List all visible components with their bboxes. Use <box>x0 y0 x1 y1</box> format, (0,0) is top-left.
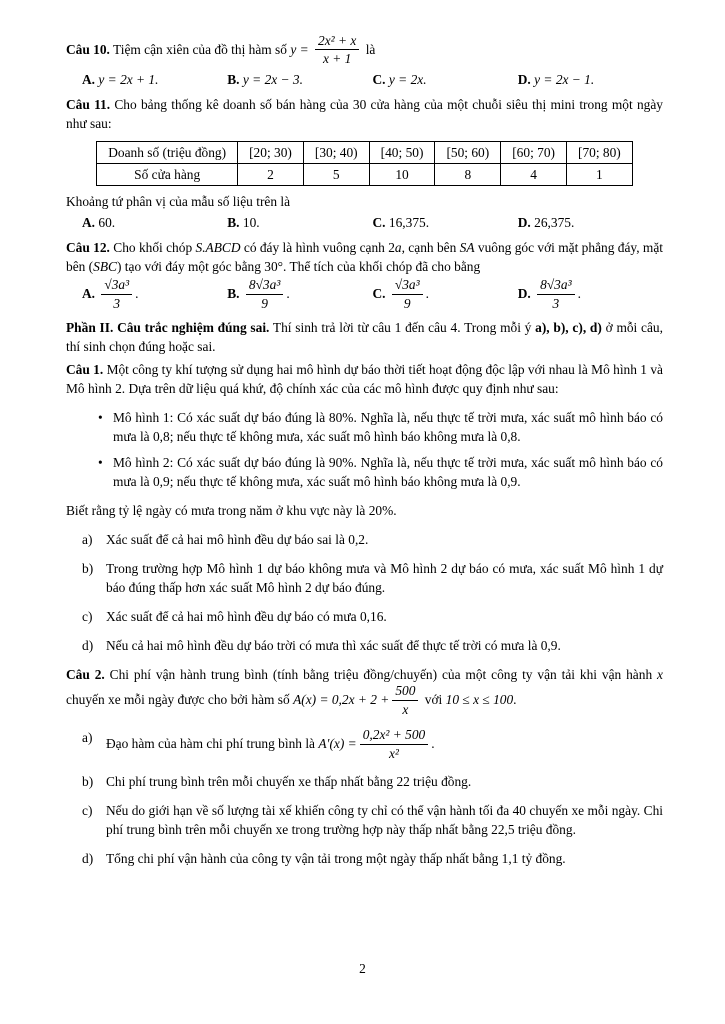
c2-math: 10 ≤ x ≤ 100 <box>445 692 514 708</box>
table-row <box>97 141 633 163</box>
item-text: Xác suất để cả hai mô hình đều dự báo có mưa 0,16. <box>106 609 387 625</box>
option-text: y = 2x − 3. <box>242 71 303 87</box>
part2-text: Thí sinh trả lời từ câu 1 đến câu 4. Trong mỗi ý <box>269 319 536 335</box>
c1-item-c <box>82 607 663 626</box>
c1-item-d <box>82 636 663 655</box>
part2-bold-items: a), b), c), d) <box>535 319 602 335</box>
question-10 <box>66 34 663 89</box>
option-label: D. <box>517 215 531 230</box>
q10-options <box>82 70 663 89</box>
q10-option-d <box>518 70 663 89</box>
fraction-denominator: 3 <box>113 295 121 311</box>
option-fraction <box>392 277 423 311</box>
option-suffix: . <box>135 286 139 302</box>
c1-items <box>82 530 663 655</box>
q10-label: Câu 10. <box>66 41 110 57</box>
option-label: A. <box>82 71 96 87</box>
option-text: y = 2x. <box>388 71 427 87</box>
q11-intro: Cho bảng thống kê doanh số bán hàng của 30 cửa hàng của một chuỗi siêu thị mini trong một ngày như sau: <box>66 96 663 131</box>
item-text: Nếu do giới hạn về số lượng tài xế khiến công ty chỉ có thể vận hành tối đa 40 chuyến xe mỗi ngày. Chi phí trung bình trên mỗi chuyến xe trong trường hợp này thấp nhất bằng 22,5 triệu đồng. <box>106 803 663 838</box>
c1-item-b <box>82 559 663 597</box>
q11-option-a <box>82 213 227 232</box>
q12-math: SBC <box>93 259 117 275</box>
c1-label: Câu 1. <box>66 361 104 377</box>
q11-options <box>82 213 663 232</box>
c1-bullet-list <box>98 408 663 491</box>
c2a-text: Đạo hàm của hàm chi phí trung bình là <box>106 736 319 752</box>
q12-math: SA <box>459 240 475 256</box>
option-text: 10. <box>242 215 260 230</box>
c2-item-d <box>82 849 663 868</box>
q12-label: Câu 12. <box>66 240 110 256</box>
fraction-numerator: 500 <box>392 683 418 700</box>
option-label: B. <box>227 286 240 302</box>
item-text <box>106 728 663 762</box>
q12-text: , cạnh bên <box>401 240 460 256</box>
q11-option-c <box>373 213 518 232</box>
part2-title: Phần II. Câu trắc nghiệm đúng sai. <box>66 319 270 335</box>
c2-item-b <box>82 772 663 791</box>
fraction-denominator: x² <box>388 745 399 761</box>
fraction-denominator: 9 <box>261 295 268 311</box>
item-label: d) <box>82 638 94 654</box>
option-suffix: . <box>425 286 430 302</box>
option-text: y = 2x + 1. <box>98 71 159 87</box>
fraction-denominator: 9 <box>403 295 411 311</box>
option-text: 26,375. <box>534 215 575 230</box>
item-label: b) <box>82 774 94 789</box>
fraction-denominator: x <box>402 701 409 717</box>
c2-fraction <box>392 683 418 717</box>
item-label: a) <box>82 532 93 548</box>
q11-statement <box>66 95 663 133</box>
option-text: 16,375. <box>388 215 430 230</box>
q12-option-d <box>518 278 663 312</box>
q12-math: a <box>394 240 402 256</box>
table-cell: 5 <box>303 163 369 185</box>
q12-options <box>82 278 663 312</box>
item-label: a) <box>82 730 93 746</box>
c2-item-a <box>82 728 663 762</box>
q10-statement <box>66 34 663 68</box>
table-row <box>97 163 633 185</box>
fraction-numerator: 2x² + x <box>315 33 359 50</box>
c2a-fraction <box>360 727 429 761</box>
table-cell: [40; 50) <box>369 141 435 163</box>
fraction-numerator: √3a³ <box>101 277 132 294</box>
q12-option-a <box>82 278 227 312</box>
q12-option-b <box>227 278 372 312</box>
c2-text: với <box>421 692 446 708</box>
q12-option-c <box>373 278 518 312</box>
q10-fraction <box>315 33 359 67</box>
item-label: b) <box>82 561 94 577</box>
q12-text: ) tạo với đáy một góc bằng 30°. Thể tích của khối chóp đã cho bằng <box>116 259 481 275</box>
c2-text: Chi phí vận hành trung bình (tính bằng triệu đồng/chuyến) của một công ty vận tải khi vận hành <box>109 667 658 683</box>
c2-items <box>82 728 663 868</box>
option-fraction <box>246 277 283 311</box>
table-cell: [50; 60) <box>435 141 501 163</box>
fraction-denominator: 3 <box>552 295 560 311</box>
option-label: D. <box>517 286 531 302</box>
option-text: 60. <box>98 215 116 230</box>
c2-text: chuyến xe mỗi ngày được cho bởi hàm số <box>66 692 294 708</box>
table-cell: Doanh số (triệu đồng) <box>97 141 238 163</box>
c1-item-a <box>82 530 663 549</box>
table-cell: 4 <box>501 163 567 185</box>
table-cell: [70; 80) <box>567 141 633 163</box>
table-cell: 10 <box>369 163 435 185</box>
question-12 <box>66 238 663 312</box>
part2-text: ở mỗi câu, thí sinh chọn đúng hoặc sai. <box>66 319 663 354</box>
option-fraction <box>101 277 132 311</box>
part2-heading <box>66 318 663 356</box>
c2-label: Câu 2. <box>66 667 105 683</box>
q10-text-post: là <box>365 41 376 57</box>
q12-math: S.ABCD <box>195 240 241 256</box>
q11-frequency-table <box>96 141 633 186</box>
c2-item-c <box>82 801 663 839</box>
fraction-numerator: 0,2x² + 500 <box>360 727 429 744</box>
c2-math: A(x) = 0,2x + 2 + <box>293 692 390 708</box>
c1-note: Biết rằng tỷ lệ ngày có mưa trong năm ở khu vực này là 20%. <box>66 503 397 519</box>
option-label: A. <box>82 215 96 230</box>
c2a-text: . <box>431 736 435 752</box>
item-label: d) <box>82 851 94 867</box>
table-cell: 8 <box>435 163 501 185</box>
page-number: 2 <box>359 960 366 976</box>
item-label: c) <box>82 803 93 819</box>
fraction-numerator: 8√3a³ <box>537 277 574 294</box>
table-cell: 1 <box>567 163 633 185</box>
q11-option-d <box>518 213 663 232</box>
option-label: C. <box>372 215 386 230</box>
c2-statement <box>66 665 663 718</box>
q10-option-b <box>227 70 372 89</box>
fraction-numerator: √3a³ <box>392 277 423 294</box>
c1-intro: Một công ty khí tượng sử dụng hai mô hình dự báo thời tiết hoạt động độc lập với nhau là Mô hình 1 và Mô hình 2. Dựa trên dữ liệu quá khứ, độ chính xác của các mô hình được quy định như sau: <box>66 361 663 396</box>
option-suffix: . <box>286 286 290 302</box>
option-fraction <box>537 277 574 311</box>
option-label: A. <box>82 286 96 302</box>
c2-text: . <box>513 692 517 708</box>
tf-question-2 <box>66 665 663 868</box>
q10-option-a <box>82 70 227 89</box>
q12-text: vuông góc với mặt phẳng đáy, mặt bên ( <box>66 240 664 275</box>
table-cell: [60; 70) <box>501 141 567 163</box>
c2a-math: A′(x) = <box>318 736 357 752</box>
item-text: Nếu cả hai mô hình đều dự báo trời có mưa thì xác suất để thực tế trời có mưa là 0,9. <box>106 638 561 654</box>
fraction-denominator: x + 1 <box>322 51 352 67</box>
bullet-item: • Mô hình 1: Có xác suất dự báo đúng là 80%. Nghĩa là, nếu thực tế trời mưa, xác suất mô hình báo có mưa là 0,8; nếu thực tế không mưa, xác suất mô hình báo không mưa là 0,8. <box>98 408 663 446</box>
c2-math: x <box>657 667 663 683</box>
q10-option-c <box>373 70 518 89</box>
table-cell: Số cửa hàng <box>97 163 238 185</box>
option-label: D. <box>517 71 531 87</box>
q12-text: có đáy là hình vuông cạnh 2 <box>240 240 395 256</box>
q12-text: Cho khối chóp <box>113 240 196 256</box>
option-label: B. <box>227 215 240 230</box>
item-text: Tổng chi phí vận hành của công ty vận tải trong một ngày thấp nhất bằng 1,1 tỷ đồng. <box>106 851 566 867</box>
q11-question-line: Khoảng tứ phân vị của mẫu số liệu trên là <box>66 193 291 209</box>
table-cell: 2 <box>238 163 304 185</box>
option-label: B. <box>227 71 240 87</box>
item-label: c) <box>82 609 93 625</box>
q10-text-pre: Tiệm cận xiên của đồ thị hàm số <box>113 41 287 57</box>
question-11 <box>66 95 663 232</box>
table-cell: [30; 40) <box>303 141 369 163</box>
bullet-item: • Mô hình 2: Có xác suất dự báo đúng là 90%. Nghĩa là, nếu thực tế trời mưa, xác suất mô hình báo có mưa là 0,9; nếu thực tế không mưa, xác suất mô hình báo không mưa là 0,9. <box>98 453 663 491</box>
q10-formula-lead: y = <box>290 41 309 57</box>
item-text: Xác suất để cả hai mô hình đều dự báo sai là 0,2. <box>106 532 369 548</box>
item-text: Chi phí trung bình trên mỗi chuyến xe thấp nhất bằng 22 triệu đồng. <box>106 774 472 789</box>
option-text: y = 2x − 1. <box>534 71 595 87</box>
c1-statement <box>66 360 663 398</box>
q11-option-b <box>227 213 372 232</box>
fraction-numerator: 8√3a³ <box>246 277 283 294</box>
q11-label: Câu 11. <box>66 96 111 112</box>
q12-statement <box>66 238 663 276</box>
tf-question-1 <box>66 360 663 655</box>
table-cell: [20; 30) <box>238 141 304 163</box>
option-label: C. <box>372 71 386 87</box>
option-label: C. <box>372 286 386 302</box>
option-suffix: . <box>577 286 581 302</box>
item-text: Trong trường hợp Mô hình 1 dự báo không mưa và Mô hình 2 dự báo có mưa, xác suất Mô hình 1 dự báo đúng thấp hơn xác suất Mô hình 2 dự báo đúng. <box>106 561 663 596</box>
